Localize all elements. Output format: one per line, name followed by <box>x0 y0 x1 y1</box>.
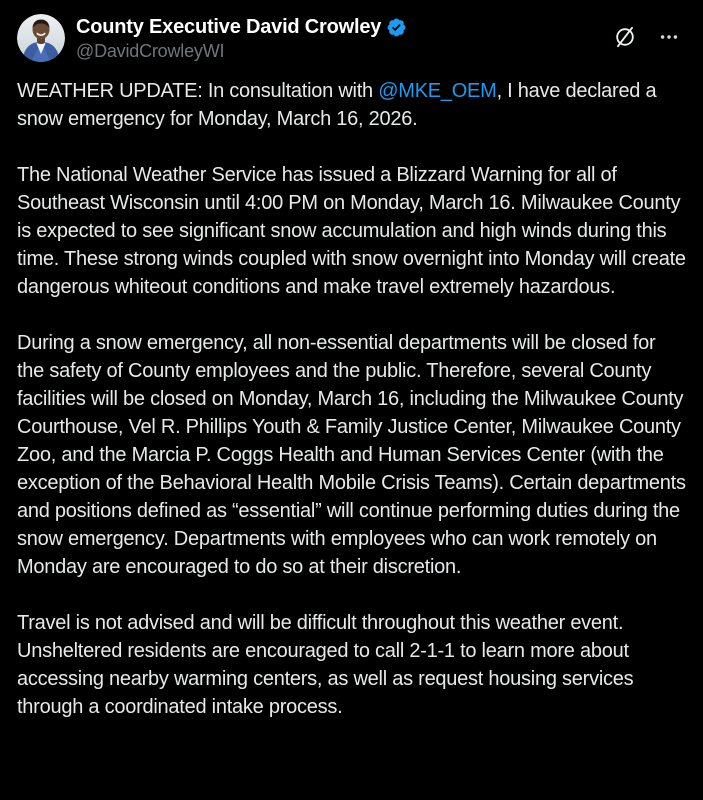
avatar-image <box>17 14 65 62</box>
verified-badge-icon <box>386 17 407 38</box>
avatar[interactable] <box>17 14 65 62</box>
paragraph-closures: During a snow emergency, all non-essential departments will be closed for the safety of County employees and the public. Therefore, several County facilities will be closed on Monday, March 16, including the Milwaukee County Courthouse, Vel R. Phillips Youth & Family Justice Center, Milwaukee County Zoo, and the Marcia P. Coggs Health and Human Services Center (with the exception of the Behavioral Health Mobile Crisis Teams). Certain departments and positions defined as “essential” will continue performing duties during the snow emergency. Departments with employees who can work remotely on Monday are encouraged to do so at their discretion. <box>17 332 686 578</box>
paragraph-weather-update <box>17 77 686 133</box>
more-options-icon[interactable] <box>656 24 682 50</box>
mention-link-mke-oem[interactable]: @MKE_OEM <box>378 80 497 102</box>
author-name-row <box>76 14 407 40</box>
tweet-header <box>17 14 686 63</box>
paragraph-blizzard-warning: The National Weather Service has issued a Blizzard Warning for all of Southeast Wisconsin until 4:00 PM on Monday, March 16. Milwaukee County is expected to see significant snow accumulation and high winds during this time. These strong winds coupled with snow overnight into Monday will create dangerous whiteout conditions and make travel extremely hazardous. <box>17 164 686 298</box>
paragraph-travel-advisory: Travel is not advised and will be difficult throughout this weather event. Unsheltered residents are encouraged to call 2-1-1 to learn more about accessing nearby warming centers, as well as request housing services through a coordinated intake process. <box>17 612 634 718</box>
author-block <box>76 14 407 63</box>
grok-icon[interactable] <box>610 22 640 52</box>
author-handle[interactable]: @DavidCrowleyWI <box>76 41 225 61</box>
header-actions <box>610 14 686 52</box>
p1-text-before-mention: WEATHER UPDATE: In consultation with <box>17 80 379 102</box>
author-display-name[interactable]: County Executive David Crowley <box>76 16 382 38</box>
tweet-body-text <box>17 77 686 721</box>
p1-text-after-mention: , I have declared a snow emergency for Monday, March 16, 2026. <box>17 80 657 130</box>
